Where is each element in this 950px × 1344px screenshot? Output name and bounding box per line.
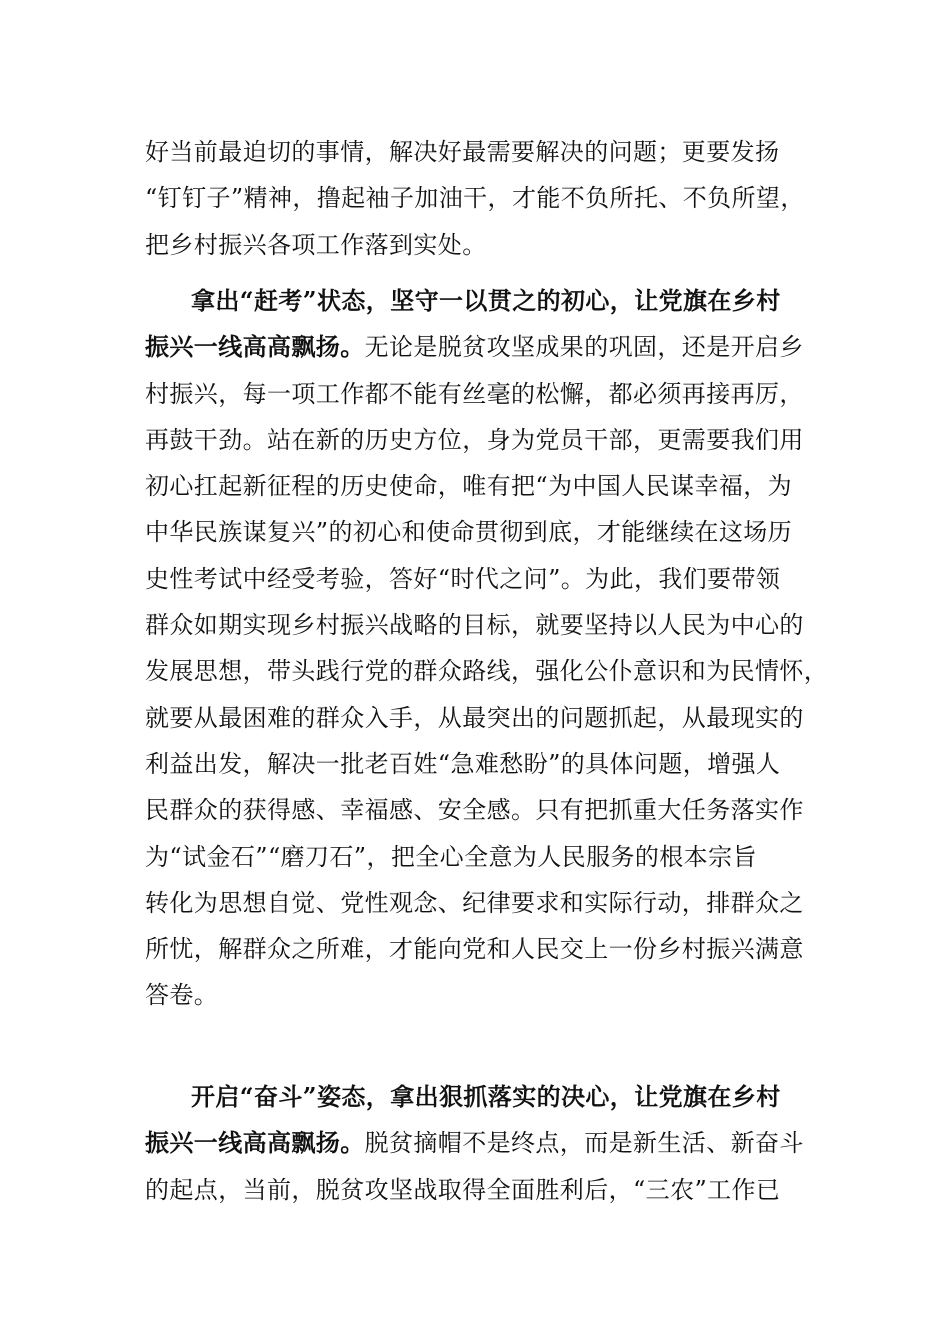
paragraph-heading: 振兴一线高高飘扬。: [145, 1128, 365, 1158]
text-line: [145, 1074, 805, 1120]
text-line: 村振兴，每一项工作都不能有丝毫的松懈，都必须再接再厉，: [145, 379, 804, 408]
text-line: [145, 1120, 805, 1166]
text-line: 初心扛起新征程的历史使命，唯有把“为中国人民谋幸福，为: [145, 472, 793, 501]
text-line: 把乡村振兴各项工作落到实处。: [145, 230, 487, 259]
paragraph-fendou: [145, 1074, 805, 1213]
text-line: 为“试金石”“磨刀石”，把全心全意为人民服务的根本宗旨: [145, 842, 757, 871]
text-line: 利益出发，解决一批老百姓“急难愁盼”的具体问题，增强人: [145, 749, 781, 778]
text-line: 群众如期实现乡村振兴战略的目标，就要坚持以人民为中心的: [145, 611, 804, 640]
text-line: 中华民族谋复兴”的初心和使命贯彻到底，才能继续在这场历: [145, 518, 793, 547]
text-line: 的起点，当前，脱贫攻坚战取得全面胜利后，“三农”工作已: [145, 1175, 781, 1204]
text-line: 发展思想，带头践行党的群众路线，强化公仆意识和为民情怀，: [145, 657, 829, 686]
text-line: 就要从最困难的群众入手，从最突出的问题抓起，从最现实的: [145, 703, 804, 732]
paragraph-heading: 开启“奋斗”姿态，拿出狠抓落实的决心，让党旗在乡村: [191, 1082, 781, 1111]
text-line: 史性考试中经受考验，答好“时代之问”。为此，我们要带领: [145, 564, 781, 593]
paragraph-continuation: [145, 129, 805, 268]
paragraph-heading: 拿出“赶考”状态，坚守一以贯之的初心，让党旗在乡村: [191, 286, 781, 315]
text-line: [145, 278, 805, 324]
text-line: 好当前最迫切的事情，解决好最需要解决的问题；更要发扬: [145, 138, 780, 166]
text-line: 所忧，解群众之所难，才能向党和人民交上一份乡村振兴满意: [145, 935, 804, 964]
text-line: “钉钉子”精神，撸起袖子加油干，才能不负所托、不负所望，: [145, 184, 805, 213]
text-line: 答卷。: [145, 981, 219, 1010]
text-line: [145, 324, 805, 370]
body-text: 无论是脱贫攻坚成果的巩固，还是开启乡: [364, 333, 804, 362]
text-line: 再鼓干劲。站在新的历史方位，身为党员干部，更需要我们用: [145, 425, 804, 454]
text-line: 民群众的获得感、幸福感、安全感。只有把抓重大任务落实作: [145, 796, 804, 825]
body-text: 脱贫摘帽不是终点，而是新生活、新奋斗: [364, 1129, 804, 1158]
paragraph-heading: 振兴一线高高飘扬。: [145, 332, 365, 362]
text-line: 转化为思想自觉、党性观念、纪律要求和实际行动，排群众之: [145, 888, 804, 917]
paragraph-ganko: [145, 278, 829, 1019]
